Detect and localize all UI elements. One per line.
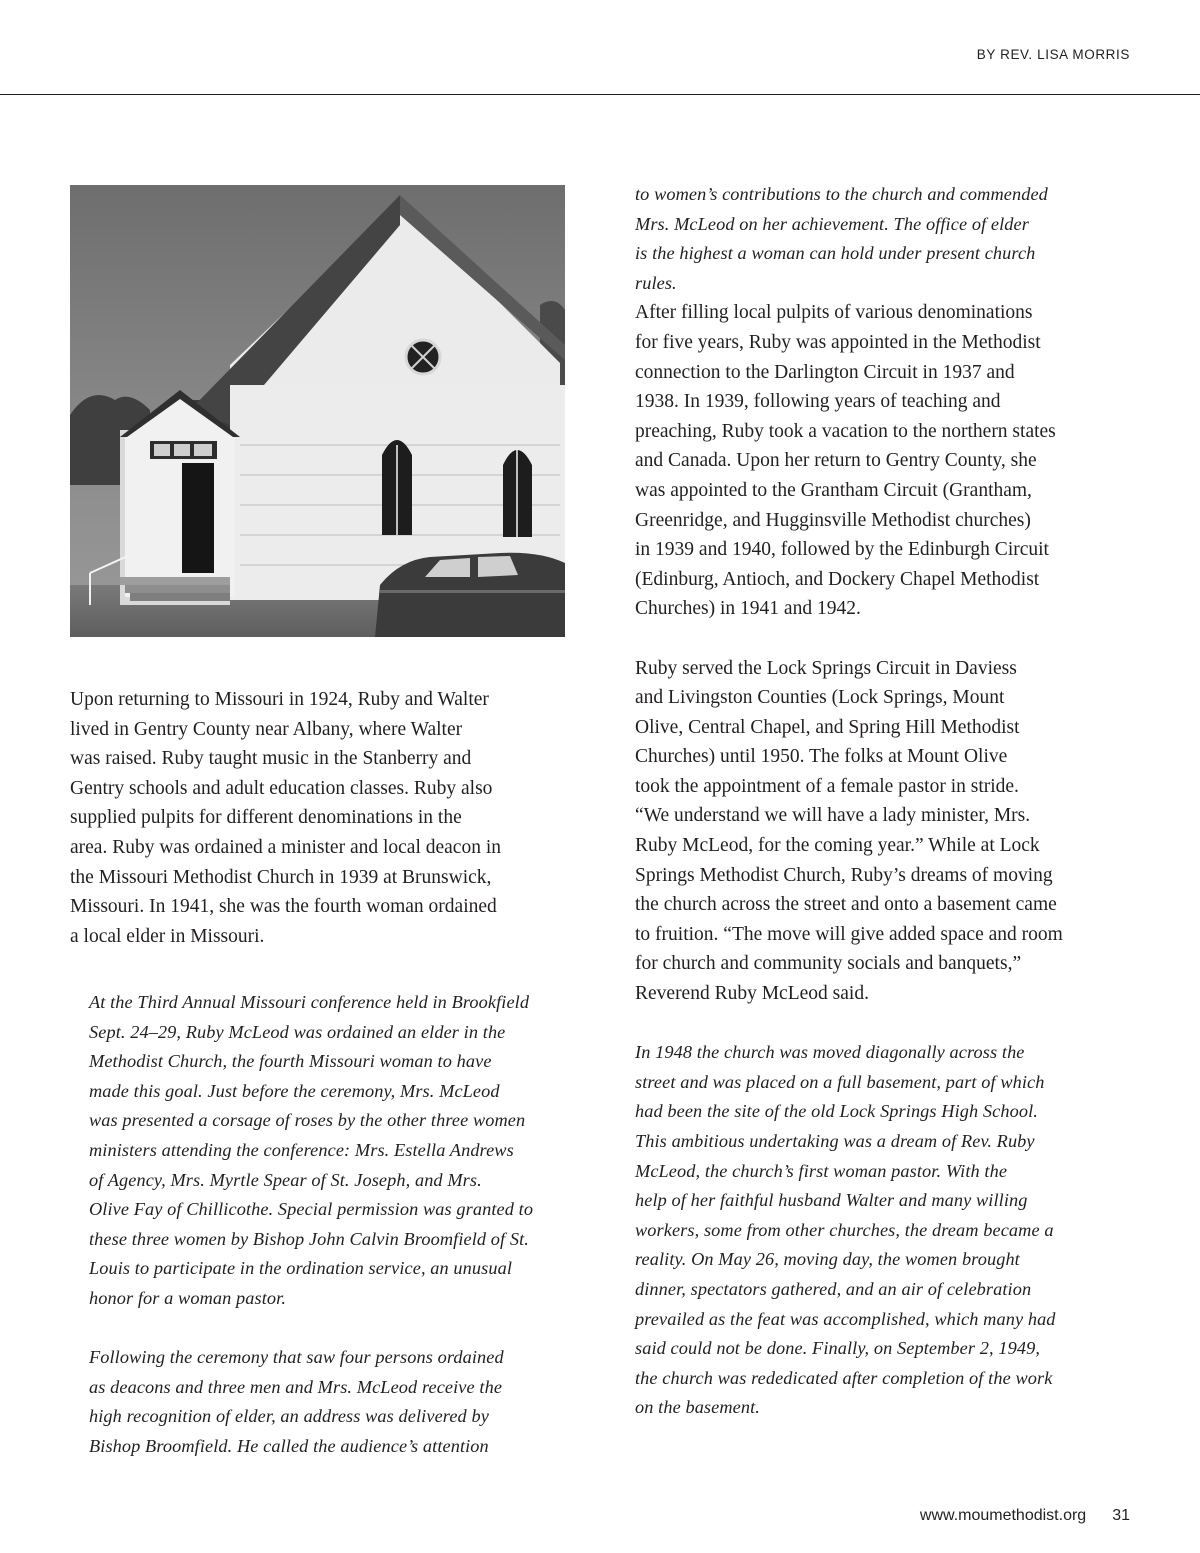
page-footer [920, 1507, 1130, 1525]
quote-continuation: to women’s contributions to the church and commended Mrs. McLeod on her achievement. The office of elder is the highest a woman can hold under present church rules. [635, 184, 1048, 293]
quote-paragraph: At the Third Annual Missouri conference held in Brookfield Sept. 24–29, Ruby McLeod was ordained an elder in the Methodist Church, the fourth Missouri woman to have made this goal. Just before the ceremony, Mrs. McLeod was presented a corsage of roses by the other three women ministers attending the conference: Mrs. Estella Andrews of Agency, Mrs. Myrtle Spear of St. Joseph, and Mrs. Olive Fay of Chillicothe. Special permission was granted to these three women by Bishop John Calvin Broomfield of St. Louis to participate in the ordination service, an unusual honor for a woman pastor. [89, 992, 534, 1308]
church-photo [70, 185, 565, 637]
page-number: 31 [1112, 1507, 1130, 1524]
quote-paragraph: In 1948 the church was moved diagonally across the street and was placed on a full basement, part of which had been the site of the old Lock Springs High School. This ambitious undertaking was a dream of Rev. Ruby McLeod, the church’s first woman pastor. With the help of her faithful husband Walter and many willing workers, some from other churches, the dream became a reality. On May 26, moving day, the women brought dinner, spectators gathered, and an air of celebration prevailed as the feat was accomplished, which many had said could not be done. Finally, on September 2, 1949, the church was rededicated after completion of the work on the basement. [635, 1042, 1056, 1418]
header-divider [0, 94, 1200, 95]
left-column-quote [89, 988, 569, 1462]
website-link[interactable]: www.moumethodist.org [919, 1507, 1087, 1524]
quote-paragraph: Following the ceremony that saw four persons ordained as deacons and three men and Mrs. McLeod receive the high recognition of elder, an address was delivered by Bishop Broomfield. He called the audience’s attention [89, 1347, 504, 1456]
body-paragraph: Upon returning to Missouri in 1924, Ruby and Walter lived in Gentry County near Albany, where Walter was raised. Ruby taught music in the Stanberry and Gentry schools and adult education classes. Ruby also supplied pulpits for different denominations in the area. Ruby was ordained a minister and local deacon in the Missouri Methodist Church in 1939 at Brunswick, Missouri. In 1941, she was the fourth woman ordained a local elder in Missouri. [70, 689, 502, 947]
body-paragraph: Ruby served the Lock Springs Circuit in Daviess and Livingston Counties (Lock Springs, Mount Olive, Central Chapel, and Spring Hill Methodist Churches) until 1950. The folks at Mount Olive took the appointment of a female pastor in stride. “We understand we will have a lady minister, Mrs. Ruby McLeod, for the coming year.” While at Lock Springs Methodist Church, Ruby’s dreams of moving the church across the street and onto a basement came to fruition. “The move will give added space and room for church and community socials and banquets,” Reverend Ruby McLeod said. [635, 657, 1063, 1005]
left-column-body [70, 685, 570, 951]
right-column [635, 180, 1135, 1423]
byline: BY REV. LISA MORRIS [976, 47, 1130, 62]
body-paragraph: After filling local pulpits of various denominations for five years, Ruby was appointed in the Methodist connection to the Darlington Circuit in 1937 and 1938. In 1939, following years of teaching and preaching, Ruby took a vacation to the northern states and Canada. Upon her return to Gentry County, she was appointed to the Grantham Circuit (Grantham, Greenridge, and Hugginsville Methodist churches) in 1939 and 1940, followed by the Edinburgh Circuit (Edinburg, Antioch, and Dockery Chapel Methodist Churches) in 1941 and 1942. [635, 302, 1056, 620]
